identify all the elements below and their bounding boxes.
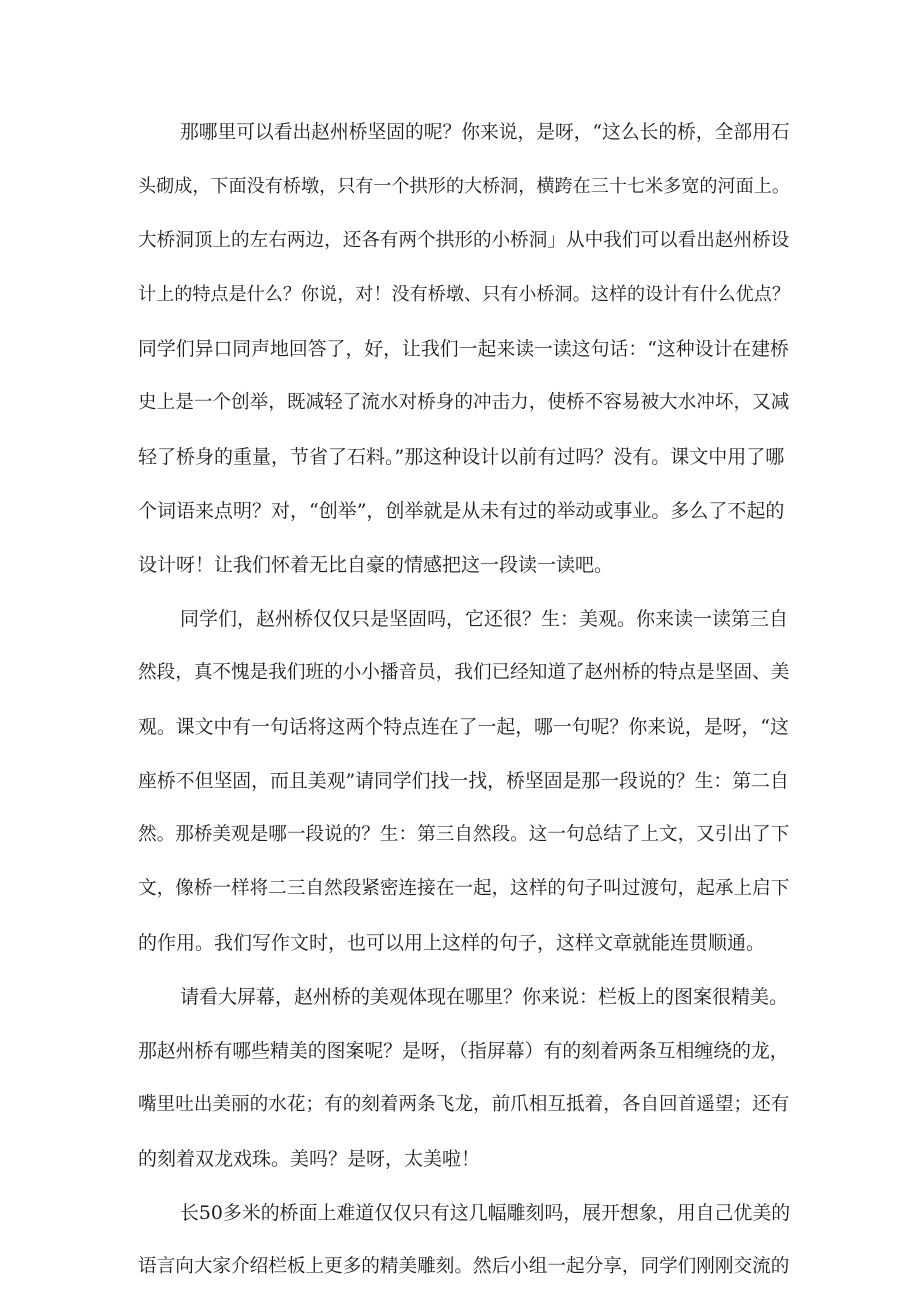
text-line: 史上是一个创举，既减轻了流水对桥身的冲击力，使桥不容易被大水冲坏，又减 <box>138 392 790 413</box>
text-line: 观。课文中有一句话将这两个特点连在了一起，哪一句呢？你来说，是呀，“这 <box>138 716 789 738</box>
text-line: 长50多米的桥面上难道仅仅只有这几幅雕刻吗，展开想象，用自己优美的 <box>180 1202 791 1224</box>
text-line: 设计呀！让我们怀着无比自豪的情感把这一段读一读吧。 <box>138 554 614 576</box>
text-line: 请看大屏幕，赵州桥的美观体现在哪里？你来说：栏板上的图案很精美。 <box>180 986 789 1008</box>
text-line: 同学们异口同声地回答了，好，让我们一起来读一读这句话：“这种设计在建桥 <box>138 338 789 360</box>
text-line: 轻了桥身的重量，节省了石料。”那这种设计以前有过吗？没有。课文中用了哪 <box>138 446 785 468</box>
text-line: 大桥洞顶上的左右两边，还各有两个拱形的小桥洞」从中我们可以看出赵州桥设 <box>138 230 790 251</box>
text-line: 然段，真不愧是我们班的小小播音员，我们已经知道了赵州桥的特点是坚固、美 <box>138 662 790 683</box>
text-line: 文，像桥一样将二三自然段紧密连接在一起，这样的句子叫过渡句，起承上启下 <box>138 878 790 899</box>
text-line: 计上的特点是什么？你说，对！没有桥墩、只有小桥洞。这样的设计有什么优点？ <box>138 284 790 305</box>
text-line: 嘴里吐出美丽的水花；有的刻着两条飞龙，前爪相互抵着，各自回首遥望；还有 <box>138 1094 790 1115</box>
text-line: 头砌成，下面没有桥墩，只有一个拱形的大桥洞，横跨在三十七米多宽的河面上。 <box>138 176 790 197</box>
text-line: 的刻着双龙戏珠。美吗？是呀，太美啦！ <box>138 1148 481 1170</box>
text-line: 个词语来点明？对，“创举”，创举就是从未有过的举动或事业。多么了不起的 <box>138 500 785 522</box>
text-line: 语言向大家介绍栏板上更多的精美雕刻。然后小组一起分享，同学们刚刚交流的 <box>138 1256 790 1277</box>
text-line: 座桥不但坚固，而且美观”请同学们找一找，桥坚固是那一段说的？生：第二自 <box>138 770 789 792</box>
text-line: 然。那桥美观是哪一段说的？生：第三自然段。这一句总结了上文，又引出了下 <box>138 824 790 845</box>
text-line: 同学们，赵州桥仅仅只是坚固吗，它还很？生：美观。你来读一读第三自 <box>180 608 789 630</box>
text-line: 的作用。我们写作文时，也可以用上这样的句子，这样文章就能连贯顺通。 <box>138 932 766 954</box>
text-line: 那哪里可以看出赵州桥坚固的呢？你来说，是呀，“这么长的桥，全部用石 <box>180 122 790 143</box>
text-line: 那赵州桥有哪些精美的图案呢？是呀，（指屏幕）有的刻着两条互相缠绕的龙， <box>138 1040 789 1062</box>
